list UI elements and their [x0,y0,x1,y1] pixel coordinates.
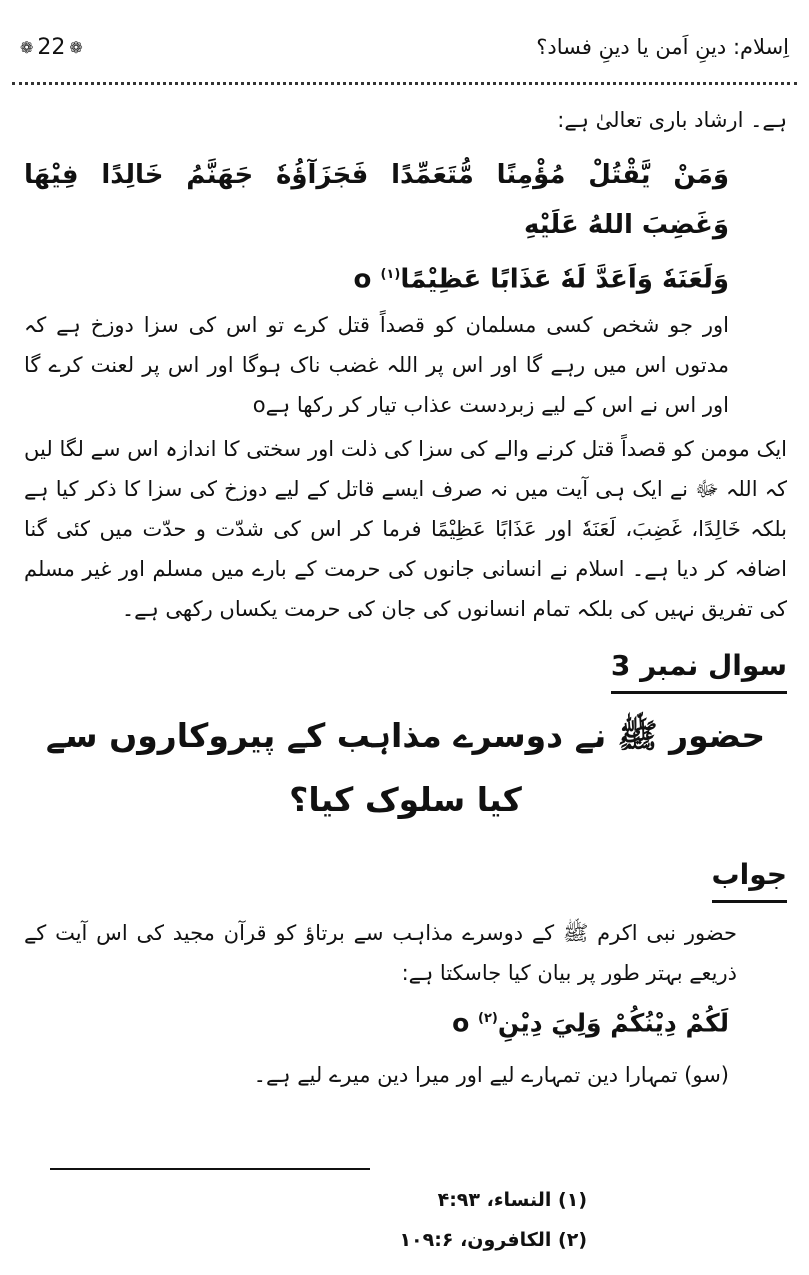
footnote-divider [50,1168,370,1170]
page-header [20,22,789,72]
footnote: (۲) الکافرون، ۱۰۹:۶ [399,1229,587,1251]
quran-verse-line: وَمَنْ يَّقْتُلْ مُؤْمِنًا مُّتَعَمِّدًا فَجَزَآؤُهٗ جَهَنَّمُ خَالِدًا فِيْهَا وَغَضِبَ اللهُ عَلَيْهِ [24,160,729,240]
verse-translation: اور جو شخص کسی مسلمان کو قصداً قتل کرے تو اس کی سزا دوزخ ہے کہ مدتوں اس میں رہے گا اور اس پر اللہ غضب ناک ہوگا اور اس پر لعنت کرے گا اور اس نے اس کے لیے زبردست عذاب تیار کر رکھا ہےo [24,312,729,417]
quran-verse-line [24,993,787,1049]
verse-translation: (سو) تمہارا دین تمہارے لیے اور میرا دین میرے لیے ہے۔ [253,1062,729,1087]
footnote: (۱) النساء، ۴:۹۳ [437,1189,587,1211]
page-number: 22 [37,34,66,60]
ornament-icon: ❁ [20,37,34,57]
footnote-ref: (۲) [478,1010,498,1026]
footnote-ref: (۱) [380,267,401,282]
body-paragraph: ایک مومن کو قصداً قتل کرنے والے کی سزا کی ذلت اور سختی کا اندازہ اس سے لگا لیں کہ اللہ ﷻ نے ایک ہی آیت میں نہ صرف ایسے قاتل کے لیے دوزخ کی سزا کا ذکر کیا ہے بلکہ خَالِدًا، غَضِبَ، لَعَنَهٗ اور عَذَابًا عَظِيْمًا فرما کر اس کی شدّت و حدّت میں کئی گنا اضافہ کر دیا ہے۔ اسلام نے انسانی جانوں کی حرمت کے بارے میں مسلم اور غیر مسلم کی تفریق نہیں کی بلکہ تمام انسانوں کی جان کی حرمت یکساں رکھی ہے۔ [24,436,787,621]
ornament-icon: ❁ [69,37,83,57]
answer-paragraph: حضور نبی اکرم ﷺ کے دوسرے مذاہب سے برتاؤ کو قرآن مجید کی اس آیت کے ذریعے بہتر طور پر بیان کیا جاسکتا ہے: [24,920,737,985]
question-heading: حضور ﷺ نے دوسرے مذاہب کے پیروکاروں سے کیا سلوک کیا؟ [45,715,766,819]
answer-label: جواب [712,852,787,903]
page-body [24,100,787,1095]
quran-verse-line [24,250,787,305]
page-number-box [20,35,83,60]
running-title: اِسلام: دینِ اَمن یا دینِ فساد؟ [536,35,789,59]
intro-line: ہے۔ ارشاد باری تعالیٰ ہے: [557,108,787,132]
quran-verse-text: لَكُمْ دِيْنُكُمْ وَلِيَ دِيْنِo [452,1007,729,1037]
quran-verse-text: وَلَعَنَهٗ وَاَعَدَّ لَهٗ عَذَابًا عَظِيْمًاo [353,264,729,295]
header-divider [12,82,797,85]
question-label: سوال نمبر 3 [611,643,787,694]
footnotes [24,1180,587,1260]
